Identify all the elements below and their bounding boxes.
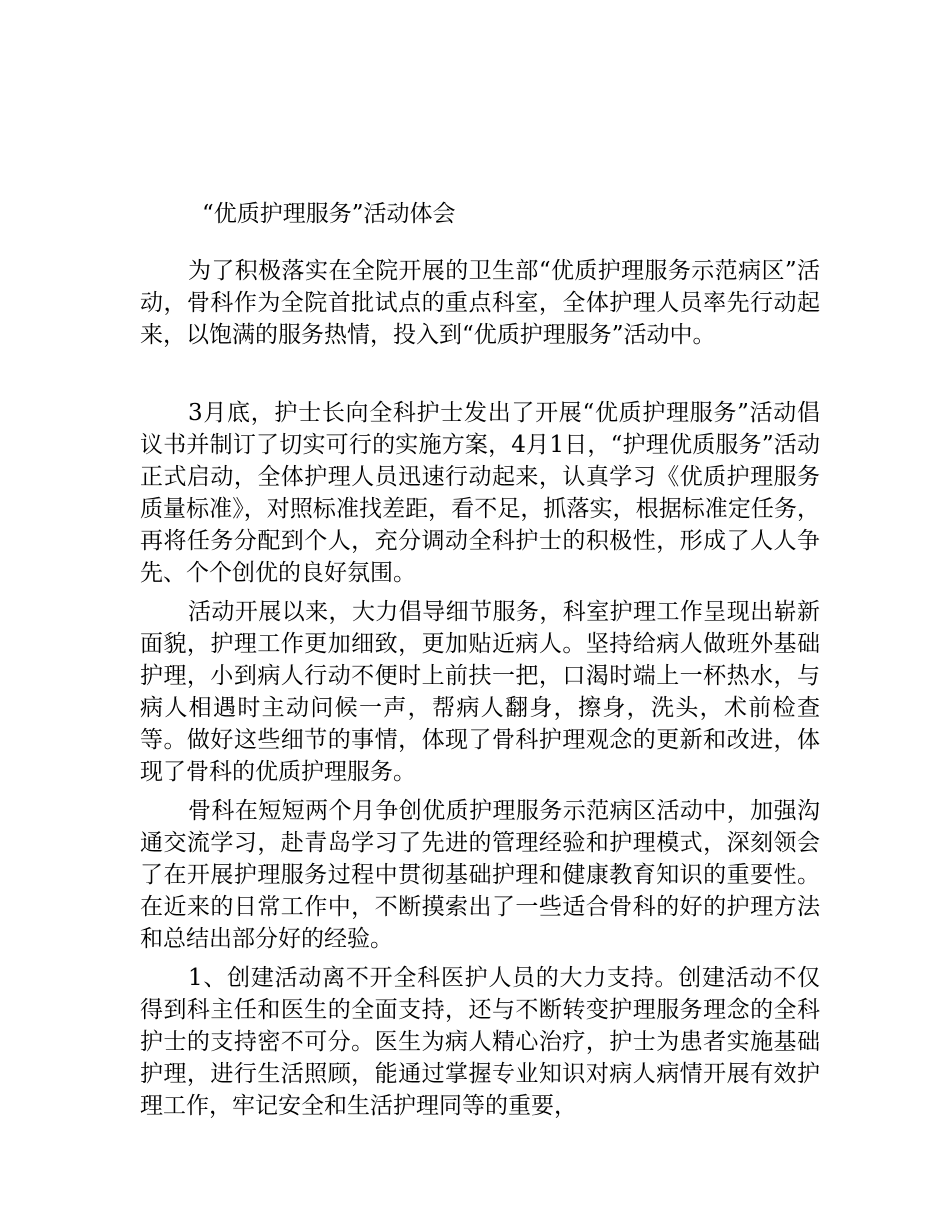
paragraph-launch: 3月底，护士长向全科护士发出了开展“优质护理服务”活动倡议书并制订了切实可行的实施方案，4月1日，“护理优质服务”活动正式启动，全体护理人员迅速行动起来，认真学习《优质护理服务质量标准》，对照标准找差距，看不足，抓落实，根据标准定任务，再将任务分配到个人，充分调动全科护士的积极性，形成了人人争先、个个创优的良好氛围。: [140, 400, 820, 586]
document-title: “优质护理服务”活动体会: [202, 201, 456, 227]
paragraph-learning: 骨科在短短两个月争创优质护理服务示范病区活动中，加强沟通交流学习，赴青岛学习了先进的管理经验和护理模式，深刻领会了在开展护理服务过程中贯彻基础护理和健康教育知识的重要性。在近来的日常工作中，不断摸索出了一些适合骨科的好的护理方法和总结出部分好的经验。: [140, 798, 820, 952]
paragraph-details: 活动开展以来，大力倡导细节服务，科室护理工作呈现出崭新面貌，护理工作更加细致，更加贴近病人。坚持给病人做班外基础护理，小到病人行动不便时上前扶一把，口渴时端上一杯热水，与病人相遇时主动问候一声，帮病人翻身，擦身，洗头，术前检查等。做好这些细节的事情，体现了骨科护理观念的更新和改进，体现了骨科的优质护理服务。: [140, 599, 820, 785]
paragraph-intro: 为了积极落实在全院开展的卫生部“优质护理服务示范病区”活动，骨科作为全院首批试点的重点科室，全体护理人员率先行动起来，以饱满的服务热情，投入到“优质护理服务”活动中。: [140, 258, 820, 348]
paragraph-point-1: 1、创建活动离不开全科医护人员的大力支持。创建活动不仅得到科主任和医生的全面支持，还与不断转变护理服务理念的全科护士的支持密不可分。医生为病人精心治疗，护士为患者实施基础护理，进行生活照顾，能通过掌握专业知识对病人病情开展有效护理工作，牢记安全和生活护理同等的重要，: [140, 965, 820, 1119]
